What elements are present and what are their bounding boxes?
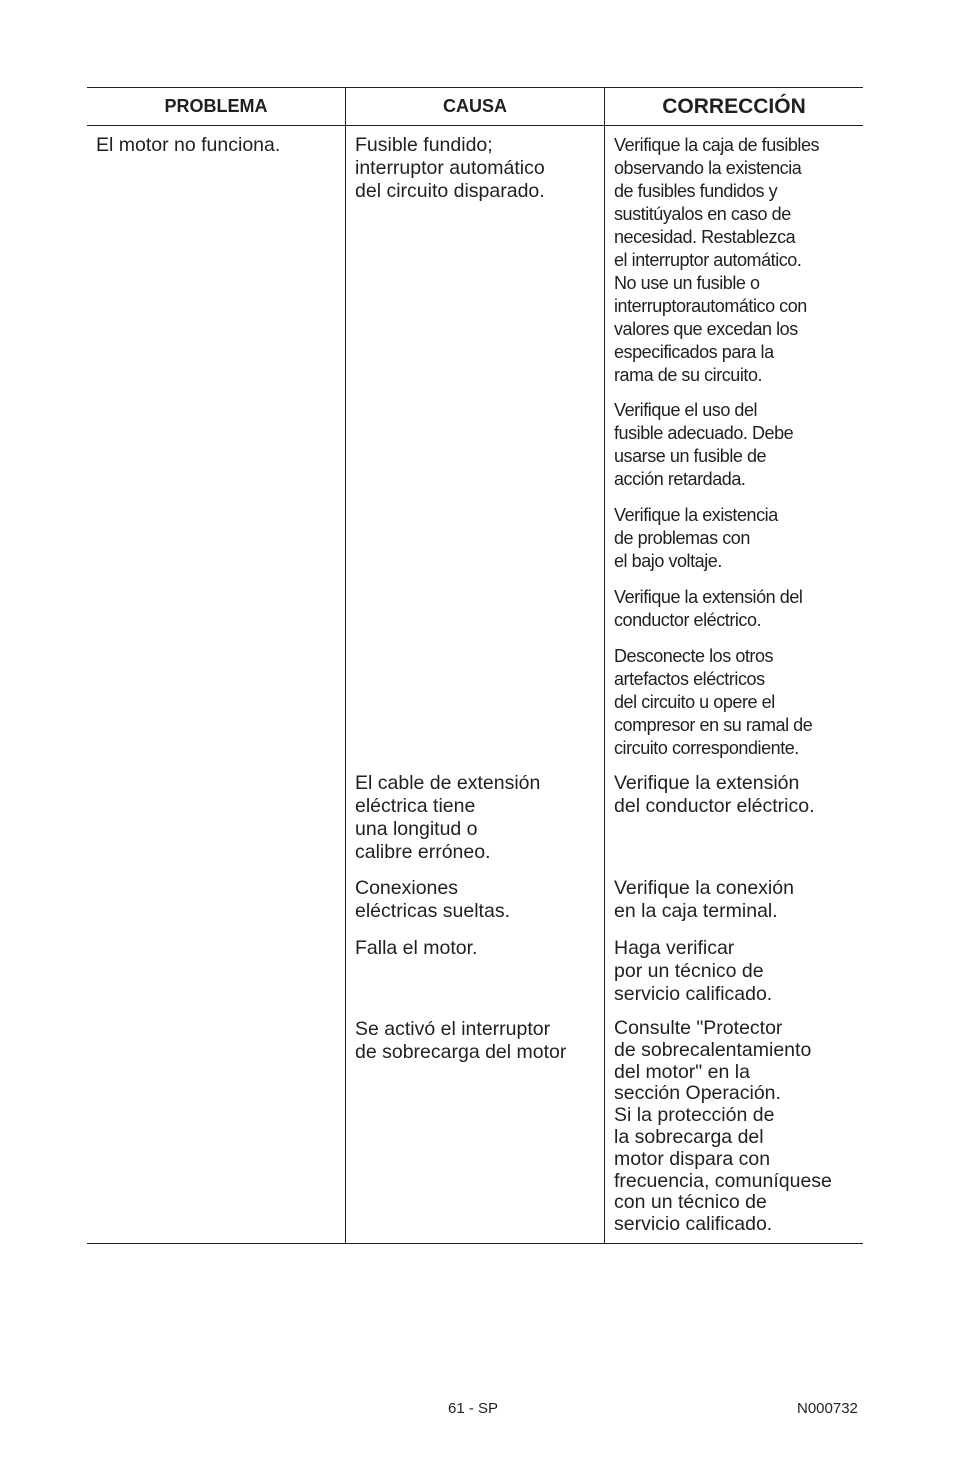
cause-item: Se activó el interruptor de sobrecarga del motor	[355, 1018, 567, 1063]
cause-item: Conexiones eléctricas sueltas.	[355, 877, 510, 922]
cause-item: Fusible fundido; interruptor automático del circuito disparado.	[355, 134, 545, 202]
problem-text: El motor no funciona.	[96, 134, 281, 156]
column-divider	[345, 126, 346, 1243]
troubleshooting-table	[87, 87, 863, 1244]
header-cause: CAUSA	[346, 88, 605, 125]
cause-item: Falla el motor.	[355, 937, 478, 959]
correction-item: Verifique la conexión en la caja terminal.	[614, 877, 794, 922]
table-body	[87, 126, 863, 1244]
page-number: 61 - SP	[448, 1400, 499, 1417]
document-code: N000732	[797, 1400, 858, 1417]
table-header-row	[87, 87, 863, 126]
correction-item: Verifique la extensión del conductor eléctrico.	[614, 587, 803, 630]
correction-item: Consulte "Protector de sobrecalentamiento del motor" en la sección Operación. Si la protección de la sobrecarga del motor dispara con frecuencia, comuníquese con un técnico de servicio calificado.	[614, 1017, 832, 1236]
correction-item: Haga verificar por un técnico de servicio calificado.	[614, 937, 773, 1005]
correction-item: Desconecte los otros artefactos eléctricos del circuito u opere el compresor en su ramal de circuito correspondiente.	[614, 646, 813, 758]
cause-item: El cable de extensión eléctrica tiene una longitud o calibre erróneo.	[355, 772, 541, 863]
header-problem: PROBLEMA	[87, 88, 346, 125]
column-divider	[604, 126, 605, 1243]
correction-item: Verifique la existencia de problemas con el bajo voltaje.	[614, 505, 778, 571]
header-correction: CORRECCIÓN	[662, 94, 806, 118]
correction-item: Verifique el uso del fusible adecuado. Debe usarse un fusible de acción retardada.	[614, 400, 794, 489]
correction-item: Verifique la caja de fusibles observando la existencia de fusibles fundidos y sustitúyalos en caso de necesidad. Restablezca el interruptor automático. No use un fusible o interruptorautomático con valores que excedan los especificados para la rama de su circuito.	[614, 135, 820, 385]
correction-item: Verifique la extensión del conductor eléctrico.	[614, 772, 815, 817]
